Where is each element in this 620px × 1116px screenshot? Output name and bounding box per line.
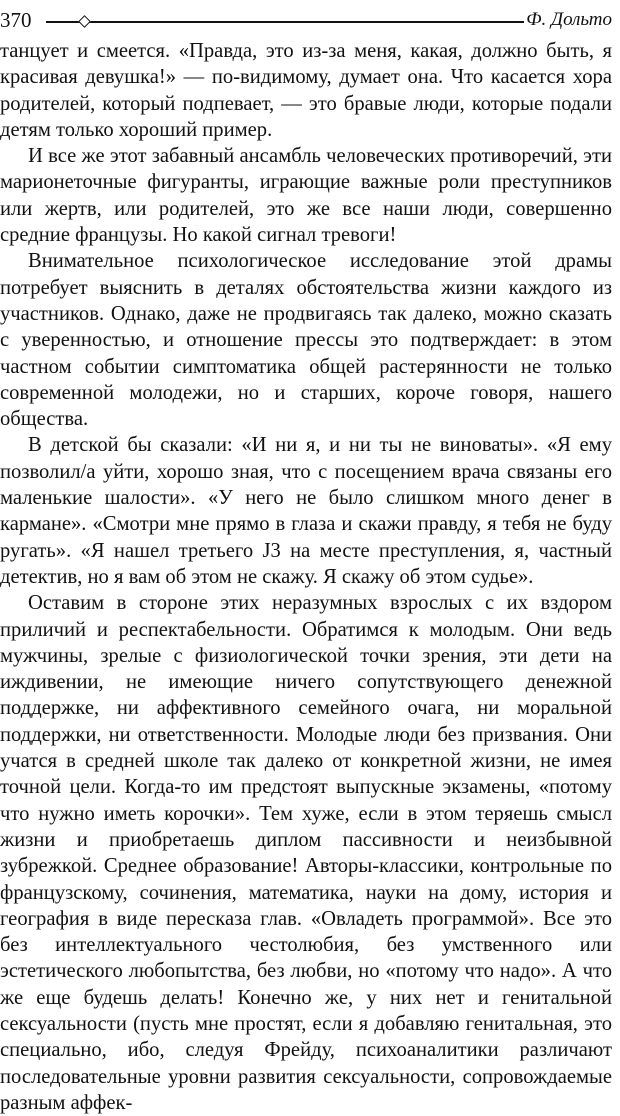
paragraph: Оставим в стороне этих неразумных взрослых с их вздором приличий и респектабельности. Обратимся к молодым. Они ведь мужчины, зрелые с физиологической точки зрения, эти дети на иждивении, не имеющие ничего сопутствующего денежной поддержке, ни аффективного семейного очага, ни моральной поддержки, ни ответственности. Молодые люди без призвания. Они учатся в средней школе так далеко от конкретной жизни, не имея точной цели. Когда-то им предстоят выпускные экзамены, «потому что нужно иметь корочки». Тем хуже, если в этом теряешь смысл жизни и приобретаешь диплом пассивности и неизбывной зубрежкой. Среднее образование! Авторы-классики, контрольные по французскому, сочинения, математика, науки на дому, история и география в виде пересказа глав. «Овладеть программой». Все это без интеллектуального честолюбия, без умственного или эстетического любопытства, без любви, но «потому что надо». А что же еще будешь делать! Конечно же, у них нет и генитальной сексуальности (пусть мне простят, если я добавляю генитальная, это специально, ибо, следуя Фрейду, психоаналитики различают последовательные уровни развития сексуальности, сопровождаемые разным аффек- bbox=[0, 592, 612, 1114]
header-rule bbox=[46, 21, 524, 23]
paragraph: В детской бы сказали: «И ни я, и ни ты не виноваты». «Я ему позволил/а уйти, хорошо зная, что с посещением врача связаны его маленькие шалости». «У него не было слишком много денег в кармане». «Смотри мне прямо в глаза и скажи правду, я тебя не буду ругать». «Я нашел третьего J3 на месте преступления, я, частный детектив, но я вам об этом не скажу. Я скажу об этом судье». bbox=[0, 434, 612, 588]
running-head-author: Ф. Дольто bbox=[526, 9, 612, 30]
body-text bbox=[0, 38, 612, 1116]
diamond-ornament-icon bbox=[78, 15, 91, 28]
page-number: 370 bbox=[0, 8, 32, 32]
paragraph: Внимательное психологическое исследование этой драмы потребует выяснить в деталях обстоятельства жизни каждого из участников. Однако, даже не продвигаясь так далеко, можно сказать с уверенностью, и отношение прессы это подтверждает: в этом частном событии симптоматика общей растерянности не только современной молодежи, но и старших, короче говоря, нашего общества. bbox=[0, 250, 612, 431]
paragraph-continuation: танцует и смеется. «Правда, это из-за меня, какая, должно быть, я красивая девушка!» — по-видимому, думает она. Что касается хора родителей, который подпевает, — это бравые люди, которые подали детям только хороший пример. bbox=[0, 40, 612, 141]
paragraph: И все же этот забавный ансамбль человеческих противоречий, эти марионеточные фигуранты, играющие важные роли преступников или жертв, или родителей, это же все наши люди, совершенно средние французы. Но какой сигнал тревоги! bbox=[0, 145, 612, 247]
running-header bbox=[0, 6, 612, 36]
